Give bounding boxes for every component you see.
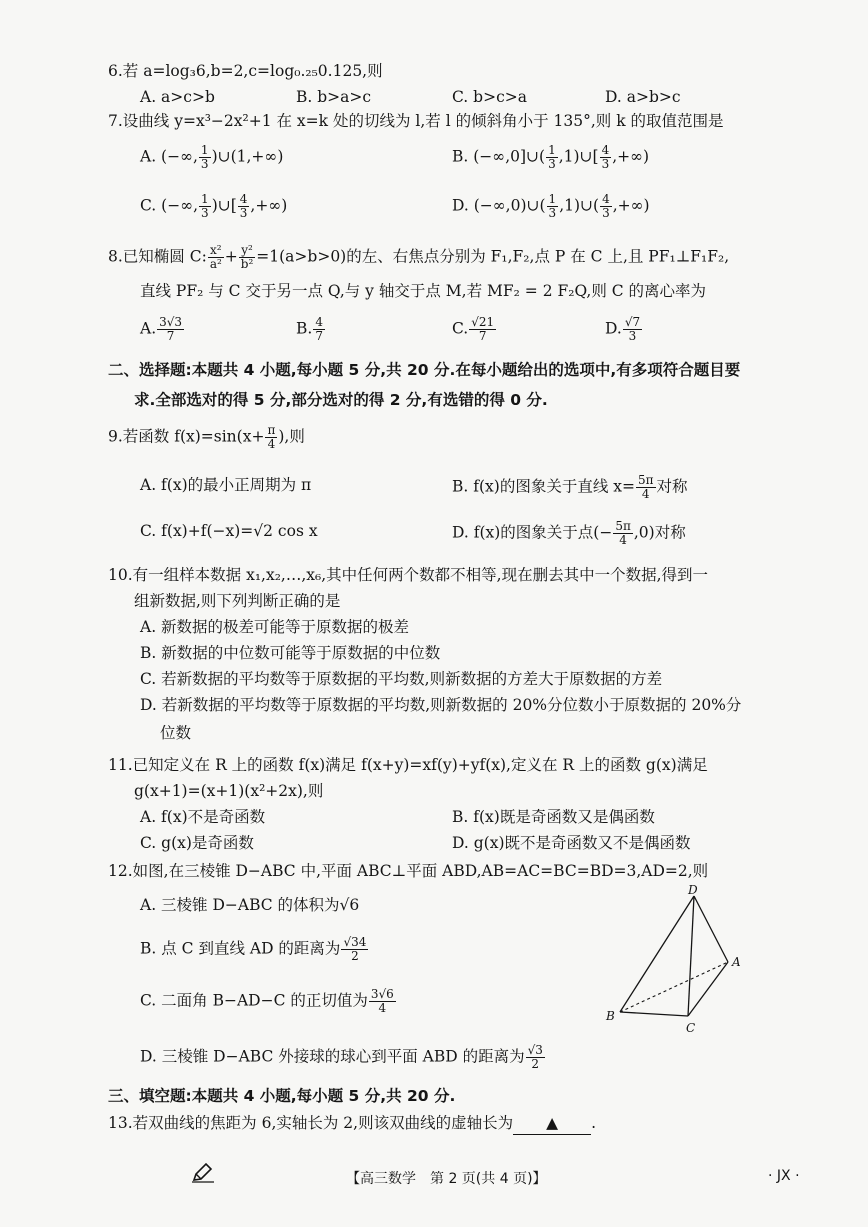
q11-option-b: B. f(x)既是奇函数又是偶函数 [452, 808, 655, 826]
q8-stem-line2: 直线 PF₂ 与 C 交于另一点 Q,与 y 轴交于点 M,若 MF₂ = 2 F₂Q,则 C 的离心率为 [140, 282, 707, 300]
q9-option-c: C. f(x)+f(−x)=√2 cos x [140, 522, 318, 540]
q10-option-b: B. 新数据的中位数可能等于原数据的中位数 [140, 644, 441, 662]
q8-option-d: D. $\frac{√7}{3}$ [605, 315, 641, 343]
q8-option-c: C. $\frac{√21}{7}$ [452, 315, 495, 343]
q8-stem-line1: 8.已知椭圆 C: $\frac{\text{x²}}{\text{a²}}$ + $\frac{\text{y²}}{\text{b²}}$ =1(a>b>0)的左、右焦点分别为 F₁,F₂,点 P 在 C 上,且 PF₁⊥F₁F₂, [108, 243, 730, 271]
q9-stem: 9.若函数 f(x)=sin(x+ $\frac{\pi}{4}$ ),则 [108, 423, 305, 451]
q7-stem: 7.设曲线 y=x³−2x²+1 在 x=k 处的切线为 l,若 l 的倾斜角小于 135°,则 k 的取值范围是 [108, 112, 724, 130]
figure-label-c: C [686, 1021, 696, 1035]
figure-label-a: A [732, 955, 741, 969]
q9-option-d: D. f(x)的图象关于点(− $\frac{5\pi}{4}$ ,0)对称 [452, 519, 686, 547]
q10-option-a: A. 新数据的极差可能等于原数据的极差 [140, 618, 410, 636]
page-footer-center: 【高三数学 第 2 页(共 4 页)】 [346, 1171, 547, 1187]
q13-answer-blank: ▲ [513, 1112, 591, 1135]
q6-option-a: A. a>c>b [140, 88, 215, 106]
q11-option-d: D. g(x)既不是奇函数又不是偶函数 [452, 834, 691, 852]
page-footer-right: · JX · [768, 1168, 800, 1184]
q12-option-d: D. 三棱锥 D−ABC 外接球的球心到平面 ABD 的距离为 $\frac{√3}{2}$ [140, 1043, 543, 1071]
q7-option-d: D. (−∞,0)∪( $\frac{1}{3}$ ,1)∪( $\frac{4}{3}$ ,+∞) [452, 192, 650, 220]
tetrahedron-figure [596, 884, 756, 1044]
q6-option-d: D. a>b>c [605, 88, 681, 106]
q8-option-b: B. $\frac{4}{7}$ [296, 315, 323, 343]
section-2-heading-line2: 求.全部选对的得 5 分,部分选对的得 2 分,有选错的得 0 分. [134, 391, 548, 409]
q7-option-c: C. (−∞, $\frac{1}{3}$ )∪[ $\frac{4}{3}$ ,+∞) [140, 192, 288, 220]
q9-option-b: B. f(x)的图象关于直线 x= $\frac{5\pi}{4}$ 对称 [452, 473, 688, 501]
pencil-icon [190, 1162, 216, 1184]
q12-option-b: B. 点 C 到直线 AD 的距离为 $\frac{√34}{2}$ [140, 935, 367, 963]
q12-option-a: A. 三棱锥 D−ABC 的体积为√6 [140, 896, 360, 914]
q11-option-a: A. f(x)不是奇函数 [140, 808, 266, 826]
section-2-heading-line1: 二、选择题:本题共 4 小题,每小题 5 分,共 20 分.在每小题给出的选项中,有多项符合题目要 [108, 361, 741, 379]
q10-option-d-line2: 位数 [160, 724, 192, 742]
figure-label-d: D [688, 884, 698, 897]
q12-stem: 12.如图,在三棱锥 D−ABC 中,平面 ABC⊥平面 ABD,AB=AC=BC=BD=3,AD=2,则 [108, 862, 709, 880]
figure-label-b: B [606, 1009, 615, 1023]
q13-stem: 13.若双曲线的焦距为 6,实轴长为 2,则该双曲线的虚轴长为 ▲ . [108, 1112, 596, 1135]
q12-option-c: C. 二面角 B−AD−C 的正切值为 $\frac{3√6}{4}$ [140, 987, 394, 1015]
q7-option-a: A. (−∞, $\frac{1}{3}$ )∪(1,+∞) [140, 143, 284, 171]
q6-option-b: B. b>a>c [296, 88, 372, 106]
q6-option-c: C. b>c>a [452, 88, 527, 106]
q10-option-c: C. 若新数据的平均数等于原数据的平均数,则新数据的方差大于原数据的方差 [140, 670, 663, 688]
q8-option-a: A. $\frac{3√3}{7}$ [140, 315, 183, 343]
section-3-heading: 三、填空题:本题共 4 小题,每小题 5 分,共 20 分. [108, 1087, 456, 1105]
q11-stem-line2: g(x+1)=(x+1)(x²+2x),则 [134, 782, 324, 800]
q6-stem: 6.若 a=log₃6,b=2,c=log₀.₂₅0.125,则 [108, 62, 383, 80]
q10-option-d-line1: D. 若新数据的平均数等于原数据的平均数,则新数据的 20%分位数小于原数据的 20%分 [140, 696, 742, 714]
q11-stem-line1: 11.已知定义在 R 上的函数 f(x)满足 f(x+y)=xf(y)+yf(x),定义在 R 上的函数 g(x)满足 [108, 756, 708, 774]
q10-stem-line2: 组新数据,则下列判断正确的是 [134, 592, 341, 610]
q11-option-c: C. g(x)是奇函数 [140, 834, 254, 852]
q10-stem-line1: 10.有一组样本数据 x₁,x₂,…,x₆,其中任何两个数都不相等,现在删去其中一个数据,得到一 [108, 566, 709, 584]
q7-option-b: B. (−∞,0]∪( $\frac{1}{3}$ ,1)∪[ $\frac{4}{3}$ ,+∞) [452, 143, 650, 171]
q9-option-a: A. f(x)的最小正周期为 π [140, 476, 312, 494]
